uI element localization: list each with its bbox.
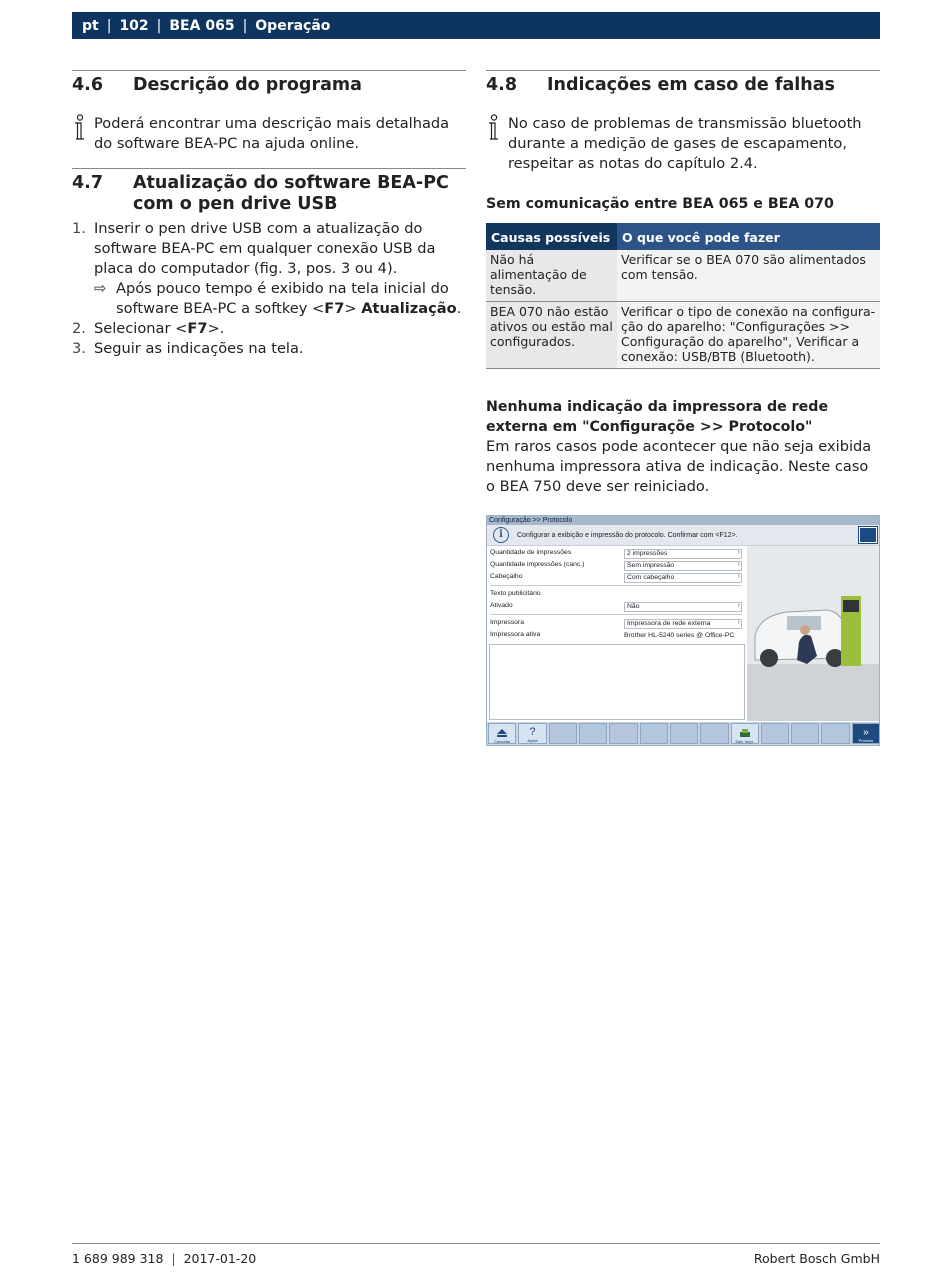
empty-softkey[interactable] xyxy=(609,723,637,744)
form-row: Ativado Não › xyxy=(490,602,742,612)
section-heading-4-7 xyxy=(72,168,466,215)
list-item: 3. Seguir as indicações na tela. xyxy=(72,340,304,357)
info-note-text: No caso de problemas de transmissão bluetooth durante a medição de gases de escapamento, respeitar as notas do capítulo 2.4. xyxy=(508,115,862,172)
info-note xyxy=(72,114,466,154)
header-lang: pt xyxy=(82,17,99,34)
page-header-bar: pt | 102 | BEA 065 | Operação xyxy=(72,12,880,39)
header-model: BEA 065 xyxy=(169,17,235,34)
text-area[interactable] xyxy=(489,644,745,720)
empty-softkey[interactable] xyxy=(549,723,577,744)
subheading-no-communication: Sem comunicação entre BEA 065 e BEA 070 xyxy=(486,196,834,212)
list-item: 1. Inserir o pen drive USB com a atualização do software BEA-PC em qualquer conexão USB da placa do computador (fig. 3, pos. 3 ou 4). xyxy=(72,220,436,277)
form-row: Cabeçalho Com cabeçalho › xyxy=(490,573,742,583)
section-heading-4-6 xyxy=(72,70,466,96)
cancel-softkey[interactable]: Cancelar xyxy=(488,723,516,744)
left-column xyxy=(72,70,466,359)
fault-table xyxy=(486,223,880,369)
footer-date: 2017-01-20 xyxy=(183,1251,257,1266)
dropdown-field[interactable]: Impressora de rede externa › xyxy=(624,619,742,629)
section-title: Descrição do programa xyxy=(133,75,362,95)
subheading-no-printer: Nenhuma indicação da impressora de rede externa em "Configuraçõe >> Protocolo" xyxy=(486,399,829,435)
form-row: Texto publicitário xyxy=(490,590,541,597)
screenshot-form xyxy=(487,546,747,721)
update-steps-list xyxy=(72,219,466,359)
dropdown-field[interactable]: Não › xyxy=(624,602,742,612)
next-softkey[interactable]: » Próximo xyxy=(852,723,880,744)
table-cell: Verificar o tipo de conexão na configuração do aparelho: "Configurações >> Configuração do aparelho", Verificar a conexão: USB/BTB (Bluetooth). xyxy=(617,302,880,369)
workshop-photo xyxy=(747,546,880,721)
eject-icon xyxy=(495,728,509,738)
dropdown-field[interactable]: Com cabeçalho › xyxy=(624,573,742,583)
table-row xyxy=(486,302,880,369)
dropdown-field[interactable]: 2 impressões › xyxy=(624,549,742,559)
section-number: 4.8 xyxy=(486,75,518,95)
form-row: Impressora ativa Brother HL-5240 series @ Office-PC xyxy=(490,631,742,640)
table-row xyxy=(486,250,880,302)
info-note-text: Poderá encontrar uma descrição mais detalhada do software BEA-PC na ajuda online. xyxy=(94,115,450,152)
section-title: Atualização do software BEA-PC com o pen drive USB xyxy=(133,173,449,214)
result-arrow-icon: ⇨ xyxy=(94,280,107,297)
footer-company: Robert Bosch GmbH xyxy=(753,1251,880,1266)
list-item: 2. Selecionar <F7>. xyxy=(72,320,225,337)
active-printer-value: Brother HL-5240 series @ Office-PC xyxy=(624,632,735,639)
dropdown-field[interactable]: Sem impressão › xyxy=(624,561,742,571)
form-row: Quantidade impressões (canc.) Sem impressão › xyxy=(490,561,742,571)
table-cell: Verificar se o BEA 070 são alimentados com tensão. xyxy=(617,250,880,302)
empty-softkey[interactable] xyxy=(700,723,728,744)
section-heading-4-8 xyxy=(486,70,880,96)
save-print-softkey[interactable]: Salv. Impr. xyxy=(731,723,759,744)
empty-softkey[interactable] xyxy=(791,723,819,744)
section-number: 4.7 xyxy=(72,173,104,193)
table-cell: BEA 070 não estão ativos ou estão mal configurados. xyxy=(486,302,617,369)
info-icon: i xyxy=(493,527,509,543)
help-softkey[interactable]: ? Ajuda xyxy=(518,723,546,744)
empty-softkey[interactable] xyxy=(640,723,668,744)
question-icon: ? xyxy=(529,726,536,738)
section-title: Indicações em caso de falhas xyxy=(547,75,835,95)
footer-rule xyxy=(72,1243,880,1244)
result-line: ⇨ Após pouco tempo é exibido na tela inicial do software BEA-PC a softkey <F7> Atualização. xyxy=(94,280,462,317)
info-note xyxy=(486,114,880,174)
printer-icon xyxy=(738,728,752,738)
column-header: Causas possíveis xyxy=(486,223,617,250)
footer-part-number: 1 689 989 318 xyxy=(72,1251,164,1266)
screenshot-info-bar xyxy=(487,525,879,546)
table-cell: Não há alimentação de tensão. xyxy=(486,250,617,302)
header-page-number: 102 xyxy=(119,17,149,34)
empty-softkey[interactable] xyxy=(761,723,789,744)
empty-softkey[interactable] xyxy=(579,723,607,744)
no-printer-text: Em raros casos pode acontecer que não seja exibida nenhuma impressora ativa de indicação. Neste caso o BEA 750 deve ser reiniciado. xyxy=(486,438,872,495)
section-number: 4.6 xyxy=(72,75,104,95)
form-row: Impressora Impressora de rede externa › xyxy=(490,619,742,629)
software-screenshot xyxy=(486,515,880,746)
monitor-icon xyxy=(859,527,877,543)
screenshot-info-text: Configurar a exibição e impressão do protocolo. Confirmar com <F12>. xyxy=(517,531,738,539)
footer-left: 1 689 989 318 | 2017-01-20 xyxy=(72,1251,257,1266)
header-chapter: Operação xyxy=(255,17,331,34)
empty-softkey[interactable] xyxy=(821,723,849,744)
info-note-icon xyxy=(72,114,94,142)
right-column xyxy=(486,70,880,746)
form-row: Quantidade de impressões 2 impressões › xyxy=(490,549,742,559)
empty-softkey[interactable] xyxy=(670,723,698,744)
info-note-icon xyxy=(486,114,508,142)
column-header: O que você pode fazer xyxy=(617,223,880,250)
double-chevron-right-icon: » xyxy=(863,727,869,738)
softkey-toolbar xyxy=(487,722,880,745)
screenshot-title: Configuração >> Protocolo xyxy=(487,516,879,525)
